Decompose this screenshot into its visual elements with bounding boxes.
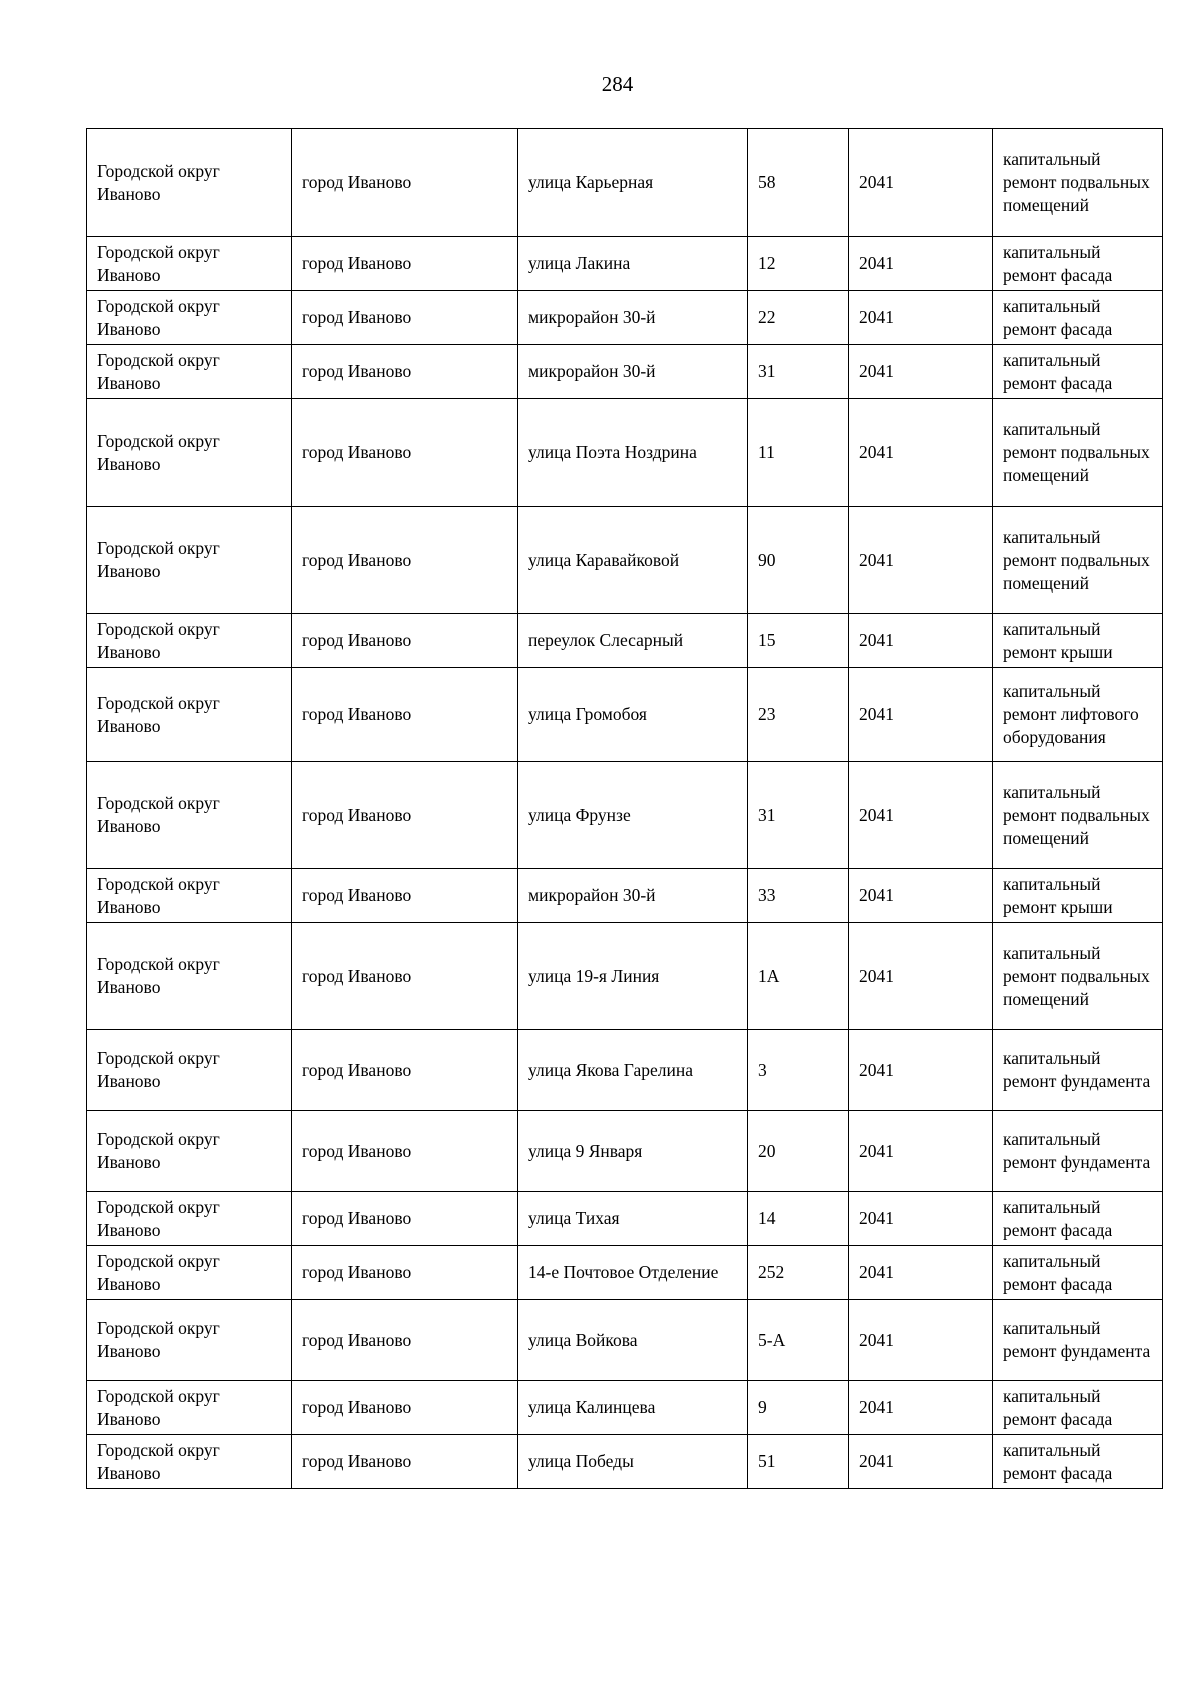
work-type-cell: капитальный ремонт фасада xyxy=(993,1435,1163,1489)
work-type-cell: капитальный ремонт фундамента xyxy=(993,1111,1163,1192)
year-cell: 2041 xyxy=(849,507,993,614)
year-cell: 2041 xyxy=(849,762,993,869)
district-cell: Городской округ Иваново xyxy=(87,129,292,237)
district-cell: Городской округ Иваново xyxy=(87,762,292,869)
year-cell: 2041 xyxy=(849,129,993,237)
district-cell: Городской округ Иваново xyxy=(87,1435,292,1489)
locality-cell: город Иваново xyxy=(292,345,518,399)
street-cell: улица Поэта Ноздрина xyxy=(518,399,748,507)
district-cell: Городской округ Иваново xyxy=(87,1111,292,1192)
work-type-cell: капитальный ремонт подвальных помещений xyxy=(993,507,1163,614)
work-type-cell: капитальный ремонт фасада xyxy=(993,345,1163,399)
table-row xyxy=(87,237,1163,291)
locality-cell: город Иваново xyxy=(292,1192,518,1246)
table-row xyxy=(87,291,1163,345)
street-cell: улица Якова Гарелина xyxy=(518,1030,748,1111)
year-cell: 2041 xyxy=(849,1300,993,1381)
year-cell: 2041 xyxy=(849,923,993,1030)
work-type-cell: капитальный ремонт подвальных помещений xyxy=(993,399,1163,507)
table-row xyxy=(87,1111,1163,1192)
year-cell: 2041 xyxy=(849,1381,993,1435)
street-cell: улица Лакина xyxy=(518,237,748,291)
street-cell: улица Фрунзе xyxy=(518,762,748,869)
table-row xyxy=(87,923,1163,1030)
year-cell: 2041 xyxy=(849,1192,993,1246)
locality-cell: город Иваново xyxy=(292,1300,518,1381)
table-row xyxy=(87,762,1163,869)
table-row xyxy=(87,668,1163,762)
street-cell: переулок Слесарный xyxy=(518,614,748,668)
work-type-cell: капитальный ремонт подвальных помещений xyxy=(993,762,1163,869)
year-cell: 2041 xyxy=(849,1246,993,1300)
district-cell: Городской округ Иваново xyxy=(87,1246,292,1300)
table-row xyxy=(87,1030,1163,1111)
street-cell: улица Войкова xyxy=(518,1300,748,1381)
house-number-cell: 1А xyxy=(748,923,849,1030)
table-body xyxy=(87,129,1163,1489)
locality-cell: город Иваново xyxy=(292,614,518,668)
work-type-cell: капитальный ремонт фасада xyxy=(993,1381,1163,1435)
house-number-cell: 252 xyxy=(748,1246,849,1300)
district-cell: Городской округ Иваново xyxy=(87,1381,292,1435)
work-type-cell: капитальный ремонт фасада xyxy=(993,1246,1163,1300)
locality-cell: город Иваново xyxy=(292,129,518,237)
district-cell: Городской округ Иваново xyxy=(87,668,292,762)
district-cell: Городской округ Иваново xyxy=(87,507,292,614)
locality-cell: город Иваново xyxy=(292,1381,518,1435)
house-number-cell: 23 xyxy=(748,668,849,762)
year-cell: 2041 xyxy=(849,1435,993,1489)
street-cell: улица 19-я Линия xyxy=(518,923,748,1030)
work-type-cell: капитальный ремонт крыши xyxy=(993,614,1163,668)
locality-cell: город Иваново xyxy=(292,1435,518,1489)
house-number-cell: 90 xyxy=(748,507,849,614)
work-type-cell: капитальный ремонт фундамента xyxy=(993,1300,1163,1381)
table-row xyxy=(87,129,1163,237)
district-cell: Городской округ Иваново xyxy=(87,869,292,923)
table-row xyxy=(87,1300,1163,1381)
year-cell: 2041 xyxy=(849,399,993,507)
house-number-cell: 9 xyxy=(748,1381,849,1435)
house-number-cell: 51 xyxy=(748,1435,849,1489)
street-cell: улица Победы xyxy=(518,1435,748,1489)
locality-cell: город Иваново xyxy=(292,291,518,345)
street-cell: улица Тихая xyxy=(518,1192,748,1246)
locality-cell: город Иваново xyxy=(292,1246,518,1300)
year-cell: 2041 xyxy=(849,1111,993,1192)
district-cell: Городской округ Иваново xyxy=(87,291,292,345)
district-cell: Городской округ Иваново xyxy=(87,1030,292,1111)
house-number-cell: 14 xyxy=(748,1192,849,1246)
locality-cell: город Иваново xyxy=(292,399,518,507)
street-cell: 14-е Почтовое Отделение xyxy=(518,1246,748,1300)
street-cell: микрорайон 30-й xyxy=(518,291,748,345)
locality-cell: город Иваново xyxy=(292,923,518,1030)
locality-cell: город Иваново xyxy=(292,668,518,762)
table-row xyxy=(87,345,1163,399)
locality-cell: город Иваново xyxy=(292,762,518,869)
work-type-cell: капитальный ремонт фасада xyxy=(993,1192,1163,1246)
table-row xyxy=(87,1381,1163,1435)
year-cell: 2041 xyxy=(849,614,993,668)
work-type-cell: капитальный ремонт фасада xyxy=(993,291,1163,345)
table-row xyxy=(87,614,1163,668)
table-row xyxy=(87,507,1163,614)
house-number-cell: 22 xyxy=(748,291,849,345)
locality-cell: город Иваново xyxy=(292,1030,518,1111)
street-cell: микрорайон 30-й xyxy=(518,345,748,399)
year-cell: 2041 xyxy=(849,869,993,923)
repair-schedule-table xyxy=(86,128,1163,1489)
district-cell: Городской округ Иваново xyxy=(87,237,292,291)
year-cell: 2041 xyxy=(849,345,993,399)
table-row xyxy=(87,1246,1163,1300)
work-type-cell: капитальный ремонт крыши xyxy=(993,869,1163,923)
district-cell: Городской округ Иваново xyxy=(87,614,292,668)
locality-cell: город Иваново xyxy=(292,1111,518,1192)
street-cell: улица Каравайковой xyxy=(518,507,748,614)
district-cell: Городской округ Иваново xyxy=(87,1300,292,1381)
locality-cell: город Иваново xyxy=(292,869,518,923)
street-cell: улица 9 Января xyxy=(518,1111,748,1192)
work-type-cell: капитальный ремонт подвальных помещений xyxy=(993,923,1163,1030)
year-cell: 2041 xyxy=(849,237,993,291)
district-cell: Городской округ Иваново xyxy=(87,923,292,1030)
work-type-cell: капитальный ремонт подвальных помещений xyxy=(993,129,1163,237)
work-type-cell: капитальный ремонт фасада xyxy=(993,237,1163,291)
table-row xyxy=(87,869,1163,923)
street-cell: улица Громобоя xyxy=(518,668,748,762)
house-number-cell: 31 xyxy=(748,762,849,869)
street-cell: улица Калинцева xyxy=(518,1381,748,1435)
year-cell: 2041 xyxy=(849,291,993,345)
table-row xyxy=(87,1435,1163,1489)
house-number-cell: 33 xyxy=(748,869,849,923)
district-cell: Городской округ Иваново xyxy=(87,345,292,399)
locality-cell: город Иваново xyxy=(292,507,518,614)
work-type-cell: капитальный ремонт лифтового оборудования xyxy=(993,668,1163,762)
house-number-cell: 11 xyxy=(748,399,849,507)
page-number: 284 xyxy=(601,72,634,96)
house-number-cell: 20 xyxy=(748,1111,849,1192)
district-cell: Городской округ Иваново xyxy=(87,399,292,507)
work-type-cell: капитальный ремонт фундамента xyxy=(993,1030,1163,1111)
table-row xyxy=(87,1192,1163,1246)
house-number-cell: 3 xyxy=(748,1030,849,1111)
year-cell: 2041 xyxy=(849,668,993,762)
district-cell: Городской округ Иваново xyxy=(87,1192,292,1246)
house-number-cell: 12 xyxy=(748,237,849,291)
house-number-cell: 31 xyxy=(748,345,849,399)
year-cell: 2041 xyxy=(849,1030,993,1111)
street-cell: микрорайон 30-й xyxy=(518,869,748,923)
house-number-cell: 58 xyxy=(748,129,849,237)
house-number-cell: 5-А xyxy=(748,1300,849,1381)
house-number-cell: 15 xyxy=(748,614,849,668)
table-row xyxy=(87,399,1163,507)
street-cell: улица Карьерная xyxy=(518,129,748,237)
locality-cell: город Иваново xyxy=(292,237,518,291)
